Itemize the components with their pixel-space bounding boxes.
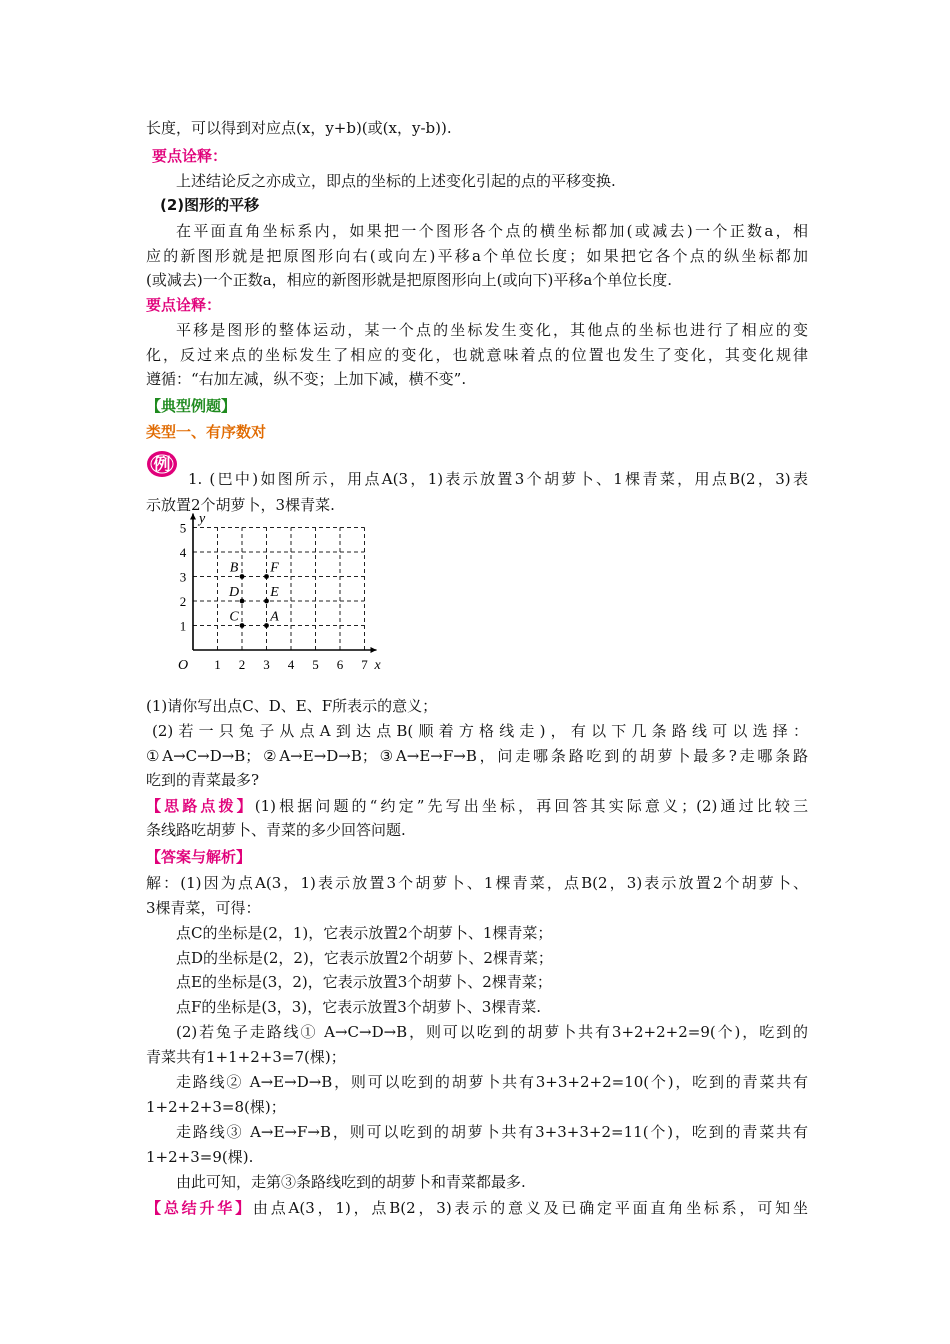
answer-line: (2)若兔子走路线① A→C→D→B，则可以吃到的胡萝卜共有3+2+2+2=9(个)，吃到的	[176, 1023, 808, 1041]
text-line: 应的新图形就是把原图形向右(或向左)平移a个单位长度；如果把它各个点的纵坐标都加	[146, 247, 808, 265]
subquestion-line: (1)请你写出点C、D、E、F所表示的意义；	[146, 697, 438, 715]
hint-text: (1)根据问题的“约定”先写出坐标，再回答其实际意义；(2)通过比较三	[254, 797, 808, 815]
question-line: 示放置2个胡萝卜，3棵青菜.	[146, 496, 335, 514]
section-heading: (2)图形的平移	[160, 196, 260, 214]
type-heading: 类型一、有序数对	[146, 423, 267, 441]
subquestion-line: ①A→C→D→B；②A→E→D→B；③A→E→F→B，问走哪条路吃到的胡萝卜最多?走哪条路	[146, 747, 808, 765]
key-note-label: 要点诠释：	[146, 296, 222, 314]
point-label-e: E	[270, 585, 279, 600]
text-line: 长度，可以得到对应点(x，y+b)(或(x，y-b)).	[146, 119, 452, 137]
text-line: 上述结论反之亦成立，即点的坐标的上述变化引起的点的平移变换.	[176, 172, 616, 190]
answer-line: 走路线② A→E→D→B，则可以吃到的胡萝卜共有3+3+2+2=10(个)，吃到的青菜共有	[176, 1073, 808, 1091]
x-tick-label: 7	[361, 657, 368, 672]
summary-text: 由点A(3，1)，点B(2，3)表示的意义及已确定平面直角坐标系，可知坐	[252, 1199, 808, 1217]
point-e	[264, 599, 269, 604]
hint-line: 条线路吃胡萝卜、青菜的多少回答问题.	[146, 821, 406, 839]
y-tick-label: 2	[179, 594, 187, 609]
x-tick-label: 6	[336, 657, 344, 672]
text-line: 在平面直角坐标系内，如果把一个图形各个点的横坐标都加(或减去)一个正数a，相	[176, 222, 808, 240]
answer-line: 3棵青菜，可得：	[146, 899, 261, 917]
point-d	[240, 599, 245, 604]
x-tick-label: 4	[287, 657, 295, 672]
answer-line: 解：(1)因为点A(3，1)表示放置3个胡萝卜、1棵青菜，点B(2，3)表示放置2个胡萝卜、	[146, 874, 808, 892]
section-title-examples: 【典型例题】	[146, 397, 237, 415]
y-tick-label: 1	[179, 618, 187, 634]
y-tick-label: 3	[179, 569, 187, 585]
x-axis-label: x	[374, 658, 381, 673]
x-tick-label: 2	[238, 657, 246, 672]
point-f	[264, 574, 269, 579]
summary-tag: 【总结升华】	[146, 1199, 253, 1217]
badge-label: 例	[153, 455, 171, 475]
answer-line: 1+2+3=9(棵).	[146, 1148, 254, 1166]
x-tick-label: 5	[312, 657, 319, 672]
subquestion-line: 吃到的青菜最多?	[146, 771, 260, 789]
answer-line: 点D的坐标是(2，2)，它表示放置2个胡萝卜、2棵青菜；	[176, 949, 553, 967]
example-badge-icon	[145, 446, 179, 480]
point-a	[264, 623, 269, 628]
y-tick-label: 5	[179, 520, 187, 536]
answer-line: 走路线③ A→E→F→B，则可以吃到的胡萝卜共有3+3+3+2=11(个)，吃到的青菜共有	[176, 1123, 808, 1141]
coordinate-grid-chart	[170, 511, 381, 675]
answer-line: 由此可知，走第③条路线吃到的胡萝卜和青菜都最多.	[176, 1173, 526, 1191]
key-note-label: 要点诠释：	[152, 147, 228, 165]
text-line: 化，反过来点的坐标发生了相应的变化，也就意味着点的位置也发生了变化，其变化规律	[146, 346, 808, 364]
x-axis-arrow-icon	[371, 647, 377, 653]
point-b	[240, 574, 245, 579]
text-line: 遵循：“右加左减，纵不变；上加下减，横不变”.	[146, 370, 467, 388]
x-tick-label: 1	[214, 657, 221, 672]
point-label-c: C	[229, 609, 239, 625]
hint-tag: 【思路点拨】	[146, 797, 255, 815]
text-line: (或减去)一个正数a，相应的新图形就是把原图形向上(或向下)平移a个单位长度.	[146, 271, 673, 289]
answer-line: 点E的坐标是(3，2)，它表示放置3个胡萝卜、2棵青菜；	[176, 973, 552, 991]
answer-line: 点F的坐标是(3，3)，它表示放置3个胡萝卜、3棵青菜.	[176, 998, 542, 1016]
y-tick-label: 4	[179, 545, 187, 560]
summary-line	[146, 1196, 808, 1220]
point-c	[240, 623, 245, 628]
point-label-d: D	[228, 585, 240, 600]
origin-label: O	[177, 658, 189, 673]
answer-tag: 【答案与解析】	[146, 848, 252, 866]
x-tick-label: 3	[263, 657, 270, 672]
subquestion-line: (2)若一只兔子从点A到达点B(顺着方格线走)，有以下几条路线可以选择：	[152, 722, 808, 740]
text-line: 平移是图形的整体运动，某一个点的坐标发生变化，其他点的坐标也进行了相应的变	[176, 321, 808, 339]
answer-line: 点C的坐标是(2，1)，它表示放置2个胡萝卜、1棵青菜；	[176, 924, 553, 942]
answer-line: 青菜共有1+1+2+3=7(棵)；	[146, 1048, 346, 1066]
point-label-b: B	[229, 560, 239, 576]
y-axis-label: y	[199, 511, 206, 527]
point-label-a: A	[270, 609, 279, 625]
hint-line	[146, 794, 808, 818]
point-label-f: F	[270, 560, 279, 576]
question-line: 1. (巴中)如图所示，用点A(3，1)表示放置3个胡萝卜、1棵青菜，用点B(2，3)表	[188, 470, 808, 488]
y-axis-arrow-icon	[190, 514, 196, 520]
answer-line: 1+2+2+3=8(棵)；	[146, 1098, 286, 1116]
